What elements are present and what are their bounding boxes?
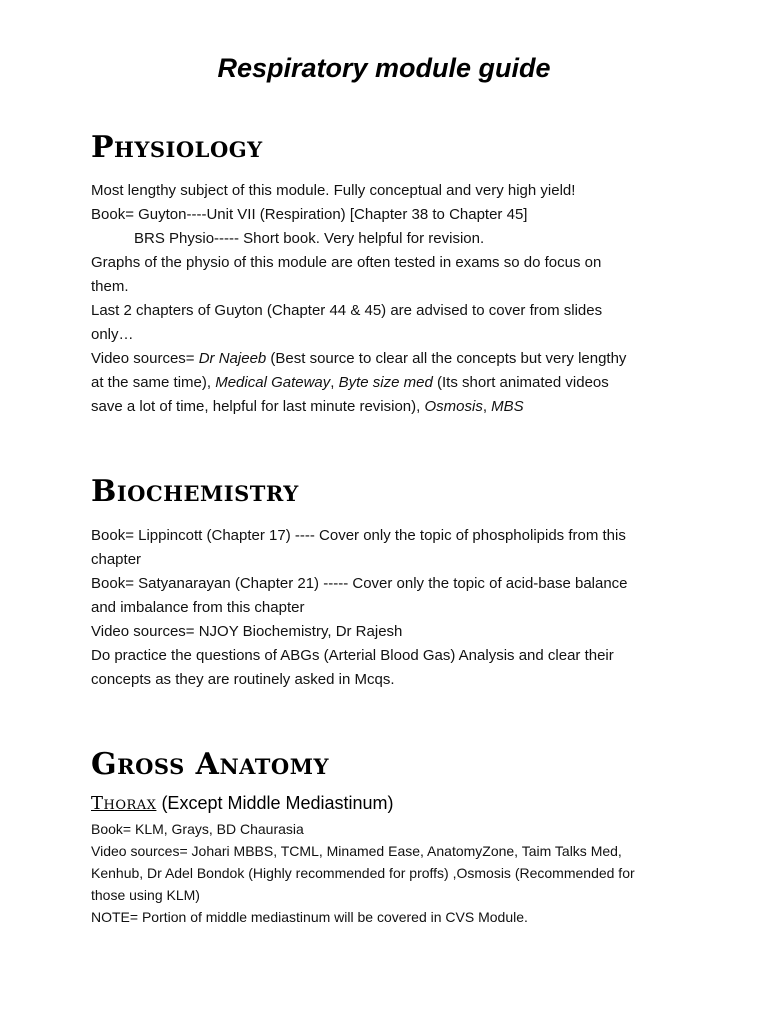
biochemistry-line: Book= Lippincott (Chapter 17) ---- Cover only the topic of phospholipids from this [91, 527, 626, 544]
thorax-label: Thorax [91, 793, 157, 814]
physiology-line: BRS Physio----- Short book. Very helpful for revision. [134, 230, 485, 247]
thorax-subheading [91, 790, 394, 817]
physiology-line: Book= Guyton----Unit VII (Respiration) [Chapter 38 to Chapter 45] [91, 206, 528, 223]
biochemistry-line: Do practice the questions of ABGs (Arterial Blood Gas) Analysis and clear their [91, 647, 614, 664]
biochemistry-line: and imbalance from this chapter [91, 599, 305, 616]
source-medical-gateway: Medical Gateway [215, 374, 331, 391]
video-sources-line: save a lot of time, helpful for last minute revision), Osmosis, MBS [91, 398, 524, 415]
anatomy-line: Book= KLM, Grays, BD Chaurasia [91, 821, 304, 837]
source-osmosis: Osmosis [424, 398, 483, 415]
physiology-line: Most lengthy subject of this module. Fully conceptual and very high yield! [91, 182, 576, 199]
physiology-line: Graphs of the physio of this module are often tested in exams so do focus on [91, 254, 602, 271]
gross-anatomy-section [91, 818, 681, 928]
physiology-line: them. [91, 278, 129, 295]
biochemistry-heading: Biochemistry [91, 474, 299, 509]
anatomy-line: those using KLM) [91, 887, 200, 903]
source-byte-size-med: Byte size med [338, 374, 433, 391]
physiology-heading: Physiology [91, 130, 263, 165]
anatomy-line: Video sources= Johari MBBS, TCML, Minamed Ease, AnatomyZone, Taim Talks Med, [91, 843, 622, 859]
biochemistry-line: chapter [91, 551, 142, 568]
biochemistry-line: concepts as they are routinely asked in Mcqs. [91, 671, 395, 688]
anatomy-line: NOTE= Portion of middle mediastinum will be covered in CVS Module. [91, 909, 528, 925]
physiology-line: Last 2 chapters of Guyton (Chapter 44 & 45) are advised to cover from slides [91, 302, 603, 319]
anatomy-line: Kenhub, Dr Adel Bondok (Highly recommended for proffs) ,Osmosis (Recommended for [91, 865, 635, 881]
source-dr-najeeb: Dr Najeeb [198, 350, 267, 367]
video-sources-line: at the same time), Medical Gateway, Byte size med (Its short animated videos [91, 374, 609, 391]
thorax-note: (Except Middle Mediastinum) [156, 793, 394, 813]
physiology-section [91, 179, 681, 419]
biochemistry-line: Video sources= NJOY Biochemistry, Dr Rajesh [91, 623, 403, 640]
source-mbs: MBS [491, 398, 524, 415]
document-title: Respiratory module guide [217, 53, 551, 83]
video-sources-line: Video sources= Dr Najeeb (Best source to clear all the concepts but very lengthy [91, 350, 627, 367]
physiology-line: only… [91, 326, 134, 343]
biochemistry-line: Book= Satyanarayan (Chapter 21) ----- Cover only the topic of acid-base balance [91, 575, 628, 592]
gross-anatomy-heading: Gross Anatomy [91, 747, 329, 782]
biochemistry-section [91, 524, 681, 692]
